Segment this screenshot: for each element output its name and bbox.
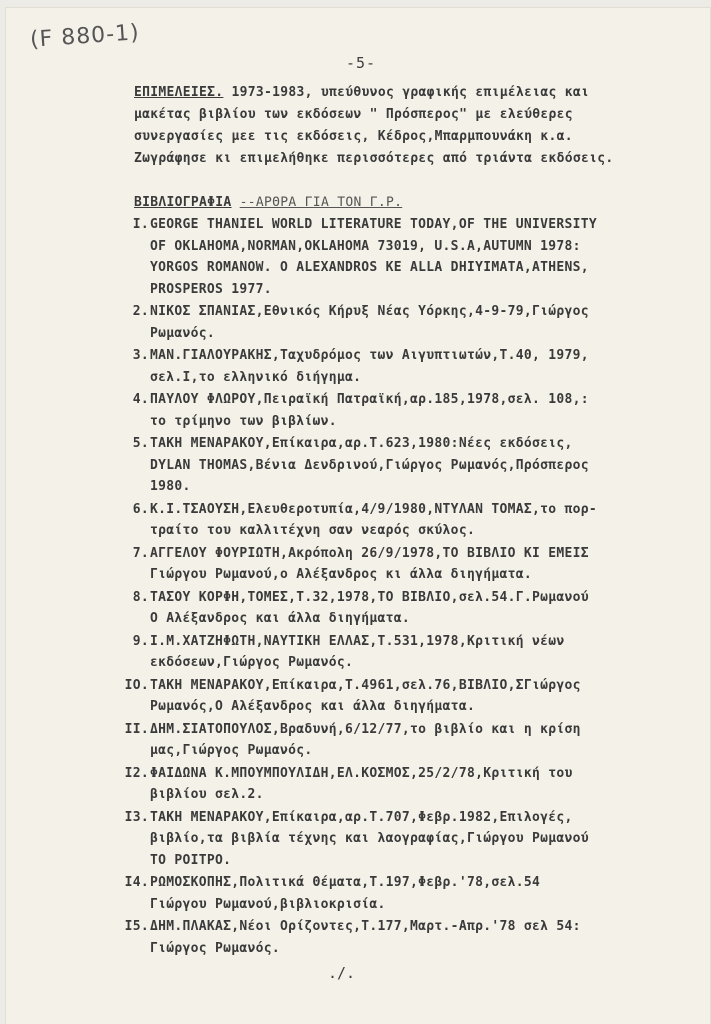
entry-line: DYLAN THOMAS,Βένια Δενδρινού,Γιώργος Ρωμανός,Πρόσπερος — [150, 457, 589, 473]
entry-number: ΙΙ. — [124, 721, 149, 737]
entry-line: Κ.Ι.ΤΣΑΟΥΣΗ,Ελευθεροτυπία,4/9/1980,ΝΤΥΛΑΝ ΤΟΜΑΣ,το πορ- — [150, 501, 597, 517]
entry-number: Ι3. — [124, 809, 149, 825]
entry-line: Ρωμανός,Ο Αλέξανδρος και άλλα διηγήματα. — [150, 699, 476, 714]
archive-reference: (F 880-1) — [29, 20, 141, 53]
entry-number: 5. — [132, 436, 149, 451]
bibliography-subheading: --ΑΡΘΡΑ ΓΙΑ ΤΟΝ Γ.Ρ. — [239, 195, 403, 210]
entry-line: 1980. — [150, 479, 191, 494]
bibliography-heading-line — [134, 192, 402, 214]
entry-line: Γιώργου Ρωμανού,βιβλιοκρισία. — [150, 896, 386, 912]
editing-heading: ΕΠΙΜΕΛΕΙΕΣ. — [134, 85, 224, 100]
entry-line: ΤΟ ΡΟΙΤΡΟ. — [150, 852, 232, 868]
entry-line: σελ.Ι,το ελληνικό διήγημα. — [150, 369, 362, 385]
editing-line-1-text: 1973-1983, υπεύθυνος γραφικής επιμέλειας και — [223, 85, 590, 100]
entry-number: 3. — [132, 348, 149, 363]
editing-line-1 — [134, 82, 589, 104]
entry-line: GEORGE THANIEL WORLD LITERATURE TODAY,OF THE UNIVERSITY — [150, 217, 597, 232]
document-page — [6, 8, 710, 1024]
entry-line: ΤΑΚΗ ΜΕΝΑΡΑΚΟΥ,Επίκαιρα,Τ.4961,σελ.76,ΒΙΒΛΙΟ,ΣΓιώργος — [150, 677, 581, 693]
entry-line: ΤΑΚΗ ΜΕΝΑΡΑΚΟΥ,Επίκαιρα,αρ.Τ.707,Φεβρ.1982,Επιλογές, — [150, 809, 573, 825]
entry-number: I. — [132, 217, 149, 232]
entry-line: Ι.Μ.ΧΑΤΖΗΦΩΤΗ,ΝΑΥΤΙΚΗ ΕΛΛΑΣ,Τ.531,1978,Κριτική νέων — [150, 633, 565, 649]
entry-line: βιβλίο,τα βιβλία τέχνης και λαογραφίας,Γιώργου Ρωμανού — [150, 831, 589, 846]
entry-line: ΜΑΝ.ΓΙΑΛΟΥΡΑΚΗΣ,Ταχυδρόμος των Αιγυπτιωτών,Τ.40, 1979, — [150, 348, 589, 363]
entry-line: ΤΑΣΟΥ ΚΟΡΦΗ,ΤΟΜΕΣ,Τ.32,1978,ΤΟ ΒΙΒΛΙΟ,σελ.54.Γ.Ρωμανού — [150, 589, 589, 605]
entry-line: ΝΙΚΟΣ ΣΠΑΝΙΑΣ,Εθνικός Κήρυξ Νέας Υόρκης,4-9-79,Γιώργος — [150, 304, 589, 319]
entry-number: 6. — [132, 501, 149, 517]
entry-number: Ι4. — [124, 875, 149, 890]
entry-line: βιβλίου σελ.2. — [150, 787, 264, 802]
entry-line: Ρωμανός. — [150, 325, 216, 341]
entry-line: ΤΑΚΗ ΜΕΝΑΡΑΚΟΥ,Επίκαιρα,αρ.Τ.623,1980:Νέες εκδόσεις, — [150, 436, 573, 451]
entry-line: εκδόσεων,Γιώργος Ρωμανός. — [150, 655, 354, 670]
entry-line: τραίτο του καλλιτέχνη σαν νεαρός σκύλος. — [150, 523, 476, 538]
editing-line-3: συνεργασίες μεε τις εκδόσεις, Κέδρος,Μπαρμπουνάκη κ.α. — [134, 129, 573, 144]
entry-line: ΠΑΥΛΟΥ ΦΛΩΡΟΥ,Πειραϊκή Πατραϊκή,αρ.185,1978,σελ. 108,: — [150, 392, 589, 407]
entry-line: ΔΗΜ.ΠΛΑΚΑΣ,Νέοι Ορίζοντες,Τ.177,Μαρτ.-Απρ.'78 σελ 54: — [150, 919, 581, 934]
entry-number: 7. — [132, 545, 149, 561]
entry-line: ΔΗΜ.ΣΙΑΤΟΠΟΥΛΟΣ,Βραδυνή,6/12/77,το βιβλίο και η κρίση — [150, 721, 581, 737]
entry-line: Γιώργος Ρωμανός. — [150, 940, 281, 956]
entry-line: ΑΓΓΕΛΟΥ ΦΟΥΡΙΩΤΗ,Ακρόπολη 26/9/1978,ΤΟ ΒΙΒΛΙΟ ΚΙ ΕΜΕΙΣ — [150, 545, 589, 561]
editing-line-2: μακέτας βιβλίου των εκδόσεων " Πρόσπερος" με ελεύθερες — [134, 107, 573, 122]
entry-line: YORGOS ROMANOW. O ALEXANDROS KE ALLA DHIYIMATA,ATHENS, — [150, 260, 589, 275]
editing-line-4: Ζωγράφησε κι επιμελήθηκε περισσότερες από τριάντα εκδόσεις. — [134, 151, 614, 166]
bibliography-heading: ΒΙΒΛΙΟΓΡΑΦΙΑ — [134, 195, 232, 210]
entry-number: 9. — [132, 633, 149, 649]
entry-number: Ι5. — [124, 919, 149, 934]
entry-line: OF OKLAHOMA,NORMAN,OKLAHOMA 73019, U.S.A,AUTUMN 1978: — [150, 238, 581, 254]
entry-line: Γιώργου Ρωμανού,ο Αλέξανδρος κι άλλα διηγήματα. — [150, 567, 532, 582]
entry-line: ΡΩΜΟΣΚΟΠΗΣ,Πολιτικά Θέματα,Τ.197,Φεβρ.'78,σελ.54 — [150, 875, 541, 890]
entry-line: μας,Γιώργος Ρωμανός. — [150, 743, 313, 758]
entry-number: ΙΟ. — [124, 677, 149, 693]
entry-line: ΦΑΙΔΩΝΑ Κ.ΜΠΟΥΜΠΟΥΛΙΔΗ,ΕΛ.ΚΟΣΜΟΣ,25/2/78,Κριτική του — [150, 765, 573, 781]
entry-number: Ι2. — [124, 765, 149, 781]
page-number: -5- — [346, 54, 377, 72]
entry-number: 4. — [132, 392, 149, 407]
entry-number: 2. — [132, 304, 149, 319]
entry-line: το τρίμηνο των βιβλίων. — [150, 413, 337, 429]
entry-line: Ο Αλέξανδρος και άλλα διηγήματα. — [150, 611, 411, 626]
entry-number: 8. — [132, 589, 149, 605]
end-mark: ./. — [328, 964, 356, 982]
entry-line: PROSPEROS 1977. — [150, 281, 272, 297]
